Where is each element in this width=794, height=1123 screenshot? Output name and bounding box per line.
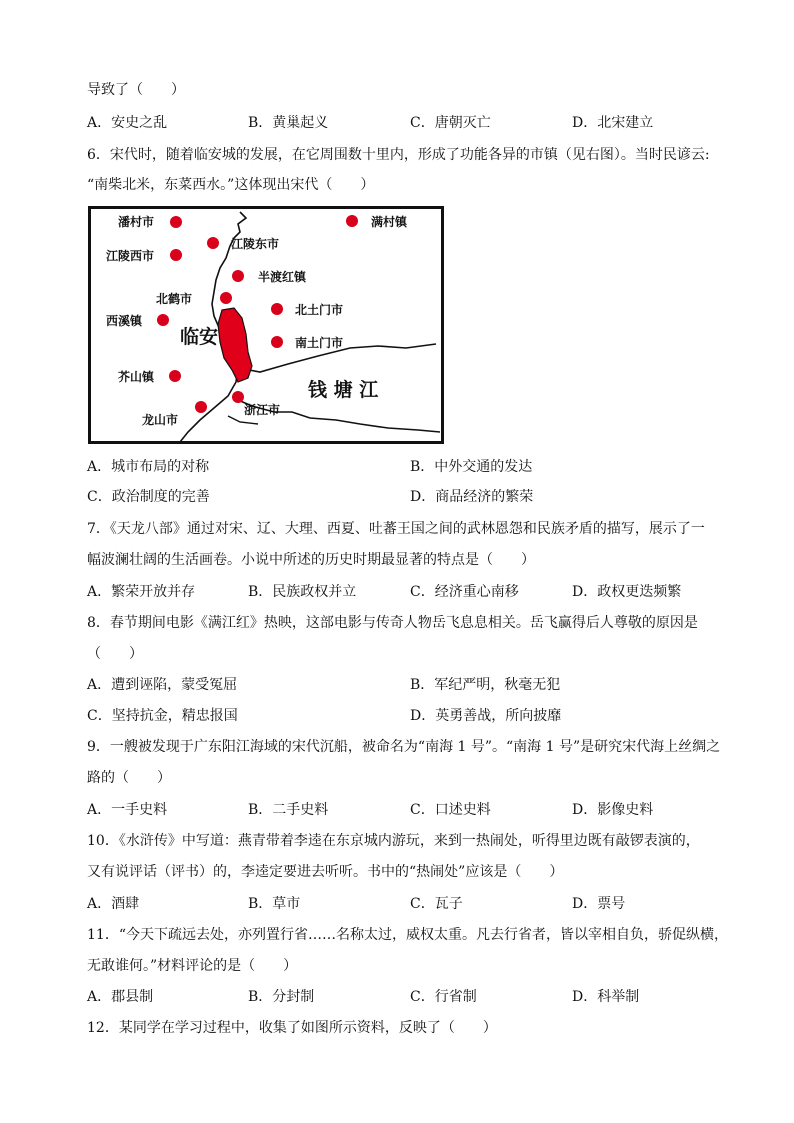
label-bandu: 半渡红镇 — [258, 270, 307, 284]
marker-nantumen — [271, 336, 283, 348]
label-manchun: 满村镇 — [371, 215, 408, 229]
q7-stem-line1: 7．《天龙八部》通过对宋、辽、大理、西夏、吐蕃王国之间的武林恩怨和民族矛盾的描写，展示了一 — [87, 521, 705, 537]
label-beihe: 北鹤市 — [156, 292, 193, 306]
label-jiangling-west: 江陵西市 — [106, 249, 155, 263]
q8-stem-line2: （ ） — [87, 646, 143, 662]
q5-option-d[interactable]: D．北宋建立 — [572, 115, 654, 131]
q9-option-a[interactable]: A．一手史料 — [87, 802, 168, 818]
q10-option-b[interactable]: B．草市 — [248, 896, 301, 912]
q11-stem-line1: 11．“今天下疏远去处，亦列置行省……名称太过，威权太重。凡去行省者，皆以宰相自负，骄促纵横， — [87, 927, 728, 943]
marker-beitumen — [271, 303, 283, 315]
label-nantumen: 南土门市 — [295, 336, 344, 350]
q11-option-a[interactable]: A．郡县制 — [87, 989, 154, 1005]
q10-option-d[interactable]: D．票号 — [572, 896, 626, 912]
q5-stem: 导致了（ ） — [87, 82, 185, 98]
label-jieshan: 芥山镇 — [118, 370, 155, 384]
q8-option-a[interactable]: A．遭到诬陷，蒙受冤屈 — [87, 677, 238, 693]
q6-option-b[interactable]: B．中外交通的发达 — [410, 459, 533, 475]
marker-panchun — [170, 216, 182, 228]
q7-option-c[interactable]: C．经济重心南移 — [410, 584, 519, 600]
q10-stem-line2: 又有说评话（评书）的，李逵定要进去听听。书中的“热闹处”应该是（ ） — [87, 864, 564, 880]
q9-stem-line1: 9．一艘被发现于广东阳江海域的宋代沉船，被命名为“南海 1 号”。“南海 1 号”是研究宋代海上丝绸之 — [87, 739, 721, 755]
q7-stem-line2: 幅波澜壮阔的生活画卷。小说中所述的历史时期最显著的特点是（ ） — [87, 552, 535, 568]
label-xixi: 西溪镇 — [106, 314, 143, 328]
q5-option-b[interactable]: B．黄巢起义 — [248, 115, 329, 131]
q5-option-a[interactable]: A．安史之乱 — [87, 115, 168, 131]
q6-stem-line2: “南柴北米，东菜西水。”这体现出宋代（ ） — [87, 177, 375, 193]
q9-stem-line2: 路的（ ） — [87, 770, 171, 786]
marker-beihe — [220, 292, 232, 304]
label-panchun: 潘村市 — [118, 215, 155, 229]
q11-stem-line2: 无敢谁何。”材料评论的是（ ） — [87, 958, 298, 974]
q7-option-d[interactable]: D．政权更迭频繁 — [572, 584, 682, 600]
q9-option-d[interactable]: D．影像史料 — [572, 802, 654, 818]
q11-option-c[interactable]: C．行省制 — [410, 989, 477, 1005]
q8-option-c[interactable]: C．坚持抗金，精忠报国 — [87, 708, 238, 724]
marker-jieshan — [169, 370, 181, 382]
q8-stem-line1: 8．春节期间电影《满江红》热映，这部电影与传奇人物岳飞息息相关。岳飞赢得后人尊敬的原因是 — [87, 615, 698, 631]
marker-manchun — [346, 215, 358, 227]
lin-an-market-map — [88, 206, 444, 444]
label-beitumen: 北土门市 — [295, 303, 344, 317]
label-lin-an: 临安 — [180, 326, 219, 348]
q5-option-c[interactable]: C．唐朝灭亡 — [410, 115, 491, 131]
q7-option-b[interactable]: B．民族政权并立 — [248, 584, 357, 600]
marker-zhejiang — [232, 391, 244, 403]
q7-option-a[interactable]: A．繁荣开放并存 — [87, 584, 196, 600]
label-zhejiang: 浙江市 — [244, 403, 281, 417]
marker-bandu — [232, 270, 244, 282]
q12-stem-line1: 12．某同学在学习过程中，收集了如图所示资料，反映了（ ） — [87, 1020, 497, 1036]
q6-option-c[interactable]: C．政治制度的完善 — [87, 489, 210, 505]
q10-option-a[interactable]: A．酒肆 — [87, 896, 140, 912]
q9-option-b[interactable]: B．二手史料 — [248, 802, 329, 818]
marker-xixi — [157, 314, 169, 326]
q8-option-d[interactable]: D．英勇善战，所向披靡 — [410, 708, 562, 724]
q9-option-c[interactable]: C．口述史料 — [410, 802, 491, 818]
q6-stem-line1: 6．宋代时，随着临安城的发展，在它周围数十里内，形成了功能各异的市镇（见右图）。当时民谚云: — [87, 147, 710, 163]
q10-option-c[interactable]: C．瓦子 — [410, 896, 463, 912]
label-qiantang-river: 钱 塘 江 — [308, 379, 379, 401]
q8-option-b[interactable]: B．军纪严明，秋毫无犯 — [410, 677, 561, 693]
q6-option-a[interactable]: A．城市布局的对称 — [87, 459, 210, 475]
q6-option-d[interactable]: D．商品经济的繁荣 — [410, 489, 534, 505]
marker-jiangling-east — [207, 237, 219, 249]
marker-longshan — [195, 401, 207, 413]
label-longshan: 龙山市 — [142, 413, 179, 427]
label-jiangling-east: 江陵东市 — [231, 237, 280, 251]
q10-stem-line1: 10．《水浒传》中写道：燕青带着李逵在东京城内游玩，来到一热闹处，听得里边既有敲锣表演的， — [87, 833, 700, 849]
q11-option-b[interactable]: B．分封制 — [248, 989, 315, 1005]
marker-jiangling-west — [170, 249, 182, 261]
q11-option-d[interactable]: D．科举制 — [572, 989, 640, 1005]
